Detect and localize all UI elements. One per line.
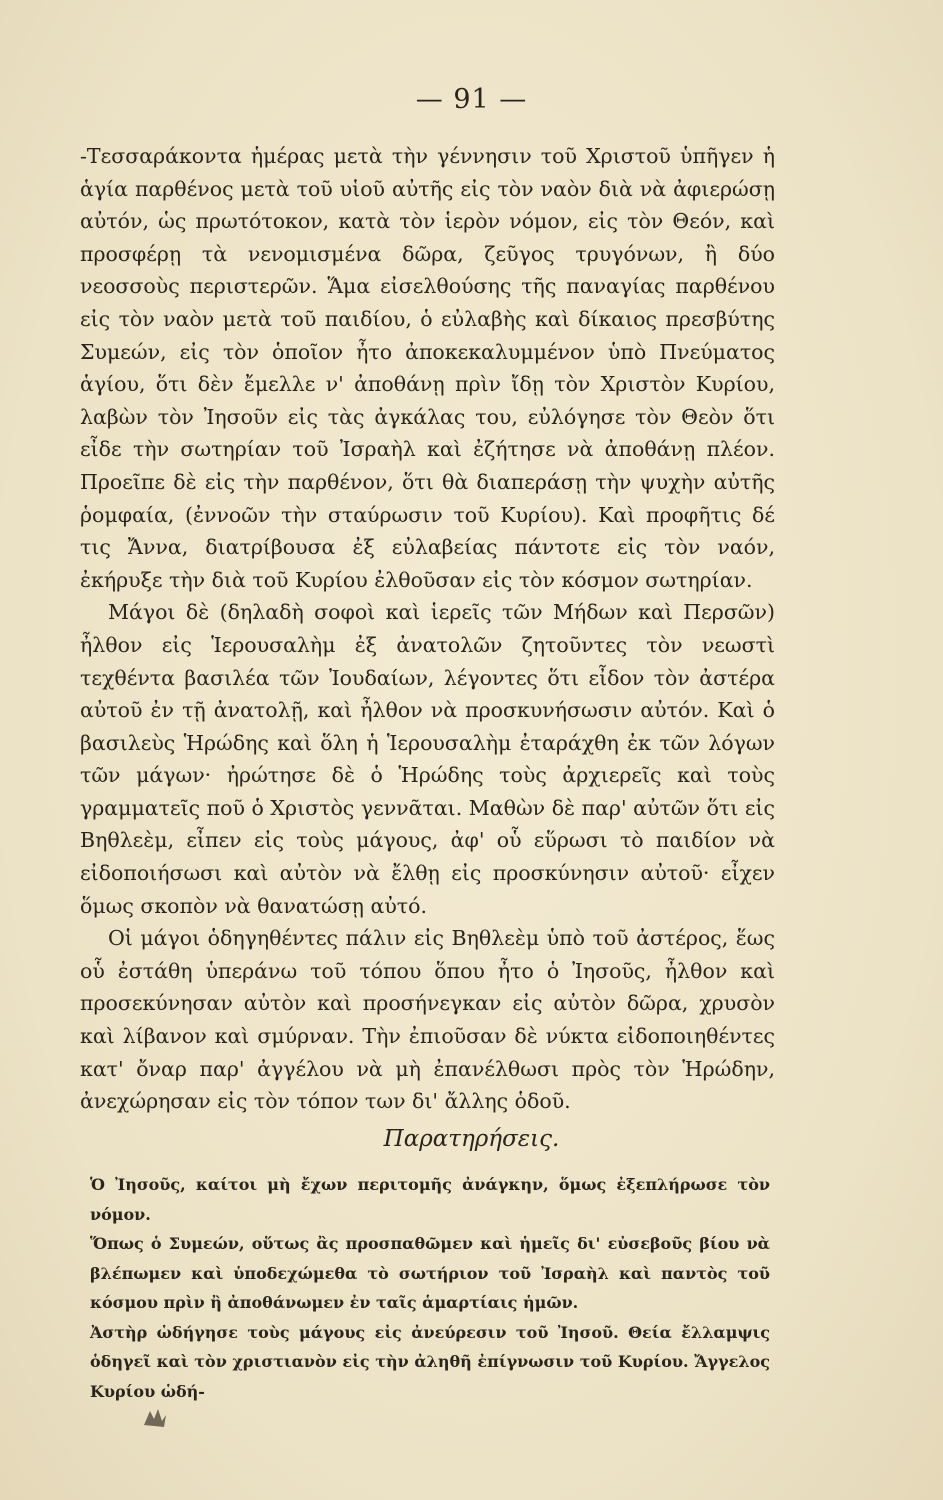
notes-section	[90, 1170, 770, 1406]
note-item: Ἀστὴρ ὡδήγησε τοὺς μάγους εἰς ἀνεύρεσιν τοῦ Ἰησοῦ. Θεία ἔλλαμψις ὁδηγεῖ καὶ τὸν χριστιανὸν εἰς τὴν ἀληθῆ ἐπίγνωσιν τοῦ Κυρίου. Ἄγγελος Κυρίου ὡδή-	[90, 1322, 770, 1401]
note-item: Ὁ Ἰησοῦς, καίτοι μὴ ἔχων περιτομῆς ἀνάγκην, ὅμως ἐξεπλήρωσε τὸν νόμον.	[90, 1175, 770, 1224]
paragraph-magi: Μάγοι δὲ (δηλαδὴ σοφοὶ καὶ ἱερεῖς τῶν Μήδων καὶ Περσῶν) ἦλθον εἰς Ἱερουσαλὴμ ἐξ ἀνατολῶν ζητοῦντες τὸν νεωστὶ τεχθέντα βασιλέα τῶν Ἰουδαίων, λέγοντες ὅτι εἶδον τὸν ἀστέρα αὐτοῦ ἐν τῇ ἀνατολῇ, καὶ ἦλθον νὰ προσκυνήσωσιν αὐτόν. Καὶ ὁ βασιλεὺς Ἡρώδης καὶ ὅλη ἡ Ἱερουσαλὴμ ἐταράχθη ἐκ τῶν λόγων τῶν μάγων· ἠρώτησε δὲ ὁ Ἡρώδης τοὺς ἀρχιερεῖς καὶ τοὺς γραμματεῖς ποῦ ὁ Χριστὸς γεννᾶται. Μαθὼν δὲ παρ' αὐτῶν ὅτι εἰς Βηθλεὲμ, εἶπεν εἰς τοὺς μάγους, ἀφ' οὗ εὕρωσι τὸ παιδίον νὰ εἰδοποιήσωσι καὶ αὐτὸν νὰ ἔλθῃ εἰς προσκύνησιν αὐτοῦ· εἶχεν ὅμως σκοπὸν νὰ θανατώσῃ αὐτό.	[80, 600, 775, 918]
ink-blot-icon	[140, 1405, 170, 1431]
paragraph-magi-worship: Οἱ μάγοι ὁδηγηθέντες πάλιν εἰς Βηθλεὲμ ὑπὸ τοῦ ἀστέρος, ἕως οὗ ἐστάθη ὑπεράνω τοῦ τόπου ὅπου ἦτο ὁ Ἰησοῦς, ἦλθον καὶ προσεκύνησαν αὐτὸν καὶ προσήνεγκαν εἰς αὐτὸν δῶρα, χρυσὸν καὶ λίβανον καὶ σμύρναν. Τὴν ἐπιοῦσαν δὲ νύκτα εἰδοποιηθέντες κατ' ὄναρ παρ' ἀγγέλου νὰ μὴ ἐπανέλθωσι πρὸς τὸν Ἡρώδην, ἀνεχώρησαν εἰς τὸν τόπον των δι' ἄλλης ὁδοῦ.	[80, 926, 775, 1114]
note-item: Ὅπως ὁ Συμεών, οὕτως ἂς προσπαθῶμεν καὶ ἡμεῖς δι' εὐσεβοῦς βίου νὰ βλέπωμεν καὶ ὑποδεχώμεθα τὸ σωτήριον τοῦ Ἰσραὴλ καὶ παντὸς τοῦ κόσμου πρὶν ἢ ἀποθάνωμεν ἐν ταῖς ἁμαρτίαις ἡμῶν.	[90, 1234, 770, 1312]
notes-heading: Παρατηρήσεις.	[383, 1126, 560, 1152]
paragraph-presentation: -Τεσσαράκοντα ἡμέρας μετὰ τὴν γέννησιν τοῦ Χριστοῦ ὑπῆγεν ἡ ἁγία παρθένος μετὰ τοῦ υἱοῦ αὐτῆς εἰς τὸν ναὸν διὰ νὰ ἀφιερώσῃ αὐτόν, ὡς πρωτότοκον, κατὰ τὸν ἱερὸν νόμον, εἰς τὸν Θεόν, καὶ προσφέρῃ τὰ νενομισμένα δῶρα, ζεῦγος τρυγόνων, ἢ δύο νεοσσοὺς περιστερῶν. Ἅμα εἰσελθούσης τῆς παναγίας παρθένου εἰς τὸν ναὸν μετὰ τοῦ παιδίου, ὁ εὐλαβὴς καὶ δίκαιος πρεσβύτης Συμεών, εἰς τὸν ὁποῖον ἦτο ἀποκεκαλυμμένον ὑπὸ Πνεύματος ἁγίου, ὅτι δὲν ἔμελλε ν' ἀποθάνῃ πρὶν ἴδῃ τὸν Χριστὸν Κυρίου, λαβὼν τὸν Ἰησοῦν εἰς τὰς ἀγκάλας του, εὐλόγησε τὸν Θεὸν ὅτι εἶδε τὴν σωτηρίαν τοῦ Ἰσραὴλ καὶ ἐζήτησε νὰ ἀποθάνῃ πλέον. Προεῖπε δὲ εἰς τὴν παρθένον, ὅτι θὰ διαπεράσῃ τὴν ψυχὴν αὐτῆς ῥομφαία, (ἐννοῶν τὴν σταύρωσιν τοῦ Κυρίου). Καὶ προφῆτις δέ τις Ἄννα, διατρίβουσα ἐξ εὐλαβείας πάντοτε εἰς τὸν ναόν, ἐκήρυξε τὴν διὰ τοῦ Κυρίου ἐλθοῦσαν εἰς τὸν κόσμον σωτηρίαν.	[80, 144, 775, 592]
main-text	[80, 140, 775, 1118]
page-number: — 91 —	[415, 84, 528, 115]
